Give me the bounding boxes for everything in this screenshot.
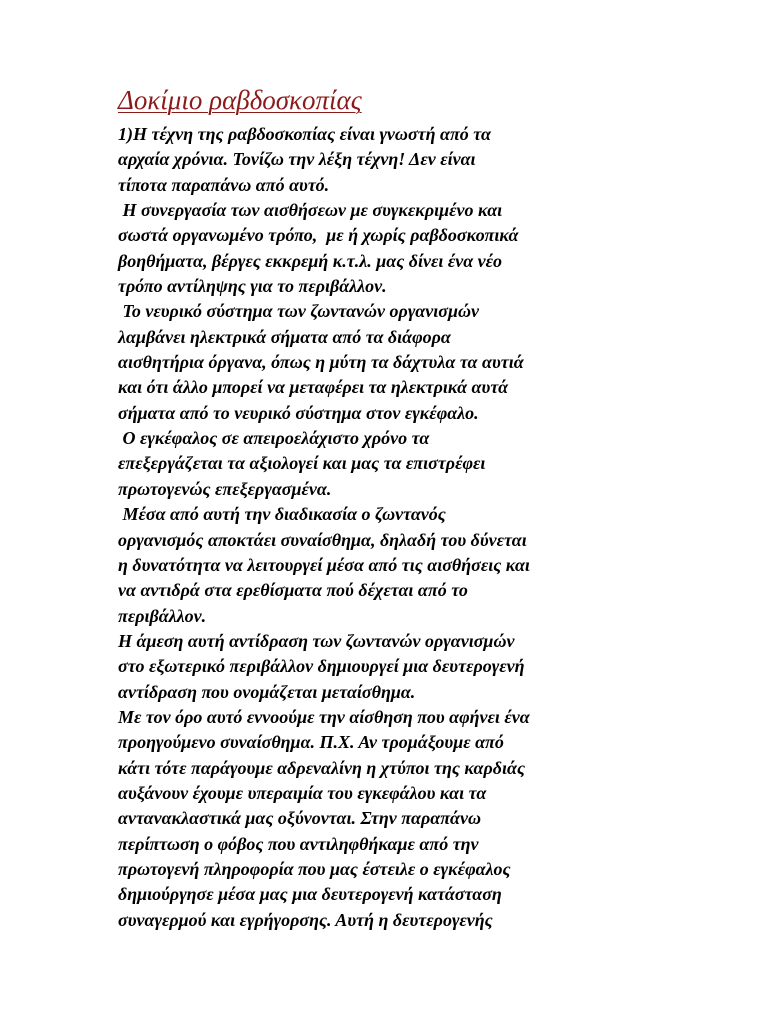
text-line: περίπτωση ο φόβος που αντιληφθήκαμε από την (118, 833, 479, 854)
text-line: συναγερμού και εγρήγορσης. Αυτή η δευτερογενής (118, 909, 493, 930)
text-line: Μέσα από αυτή την διαδικασία ο ζωντανός (118, 504, 446, 525)
text-line: λαμβάνει ηλεκτρικά σήματα από τα διάφορα (118, 326, 451, 347)
text-line: πρωτογενώς επεξεργασμένα. (118, 478, 332, 499)
text-line: Το νευρικό σύστημα των ζωντανών οργανισμών (118, 301, 479, 322)
text-line: στο εξωτερικό περιβάλλον δημιουργεί μια δευτερογενή (118, 656, 525, 677)
text-line: τρόπο αντίληψης για το περιβάλλον. (118, 276, 387, 297)
text-line: αυξάνουν έχουμε υπεραιμία του εγκεφάλου και τα (118, 782, 487, 803)
text-line: σήματα από το νευρικό σύστημα στον εγκέφαλο. (118, 402, 479, 423)
text-line: αντανακλαστικά μας οξύνονται. Στην παραπάνω (118, 808, 481, 829)
text-line: σωστά οργανωμένο τρόπο, με ή χωρίς ραβδοσκοπικά (118, 225, 519, 246)
text-line: οργανισμός αποκτάει συναίσθημα, δηλαδή του δύνεται (118, 529, 527, 550)
text-line: κάτι τότε παράγουμε αδρεναλίνη η χτύποι της καρδιάς (118, 757, 525, 778)
text-line: Ο εγκέφαλος σε απειροελάχιστο χρόνο τα (118, 428, 430, 449)
text-line: Η άμεση αυτή αντίδραση των ζωντανών οργανισμών (118, 630, 515, 651)
text-line: αντίδραση που ονομάζεται μεταίσθημα. (118, 681, 416, 702)
text-line: περιβάλλον. (118, 605, 207, 626)
text-line: προηγούμενο συναίσθημα. Π.Χ. Αν τρομάξουμε από (118, 732, 504, 753)
text-line: Με τον όρο αυτό εννοούμε την αίσθηση που αφήνει ένα (118, 706, 530, 727)
text-line: πρωτογενή πληροφορία που μας έστειλε ο εγκέφαλος (118, 858, 511, 879)
text-line: αισθητήρια όργανα, όπως η μύτη τα δάχτυλα τα αυτιά (118, 352, 524, 373)
text-line: και ότι άλλο μπορεί να μεταφέρει τα ηλεκτρικά αυτά (118, 377, 509, 398)
document-title: Δοκίμιο ραβδοσκοπίας (118, 85, 362, 115)
text-line: αρχαία χρόνια. Τονίζω την λέξη τέχνη! Δεν είναι (118, 149, 476, 170)
text-line: τίποτα παραπάνω από αυτό. (118, 174, 330, 195)
document-body (118, 122, 530, 933)
text-line: η δυνατότητα να λειτουργεί μέσα από τις αισθήσεις και (118, 554, 530, 575)
text-line: βοηθήματα, βέργες εκκρεμή κ.τ.λ. μας δίνει ένα νέο (118, 250, 503, 271)
text-line: να αντιδρά στα ερεθίσματα πού δέχεται από το (118, 580, 468, 601)
text-line: Η συνεργασία των αισθήσεων με συγκεκριμένο και (118, 200, 503, 221)
text-line: επεξεργάζεται τα αξιολογεί και μας τα επιστρέφει (118, 453, 486, 474)
text-line: δημιούργησε μέσα μας μια δευτερογενή κατάσταση (118, 884, 502, 905)
text-line: 1)Η τέχνη της ραβδοσκοπίας είναι γνωστή από τα (118, 124, 491, 144)
